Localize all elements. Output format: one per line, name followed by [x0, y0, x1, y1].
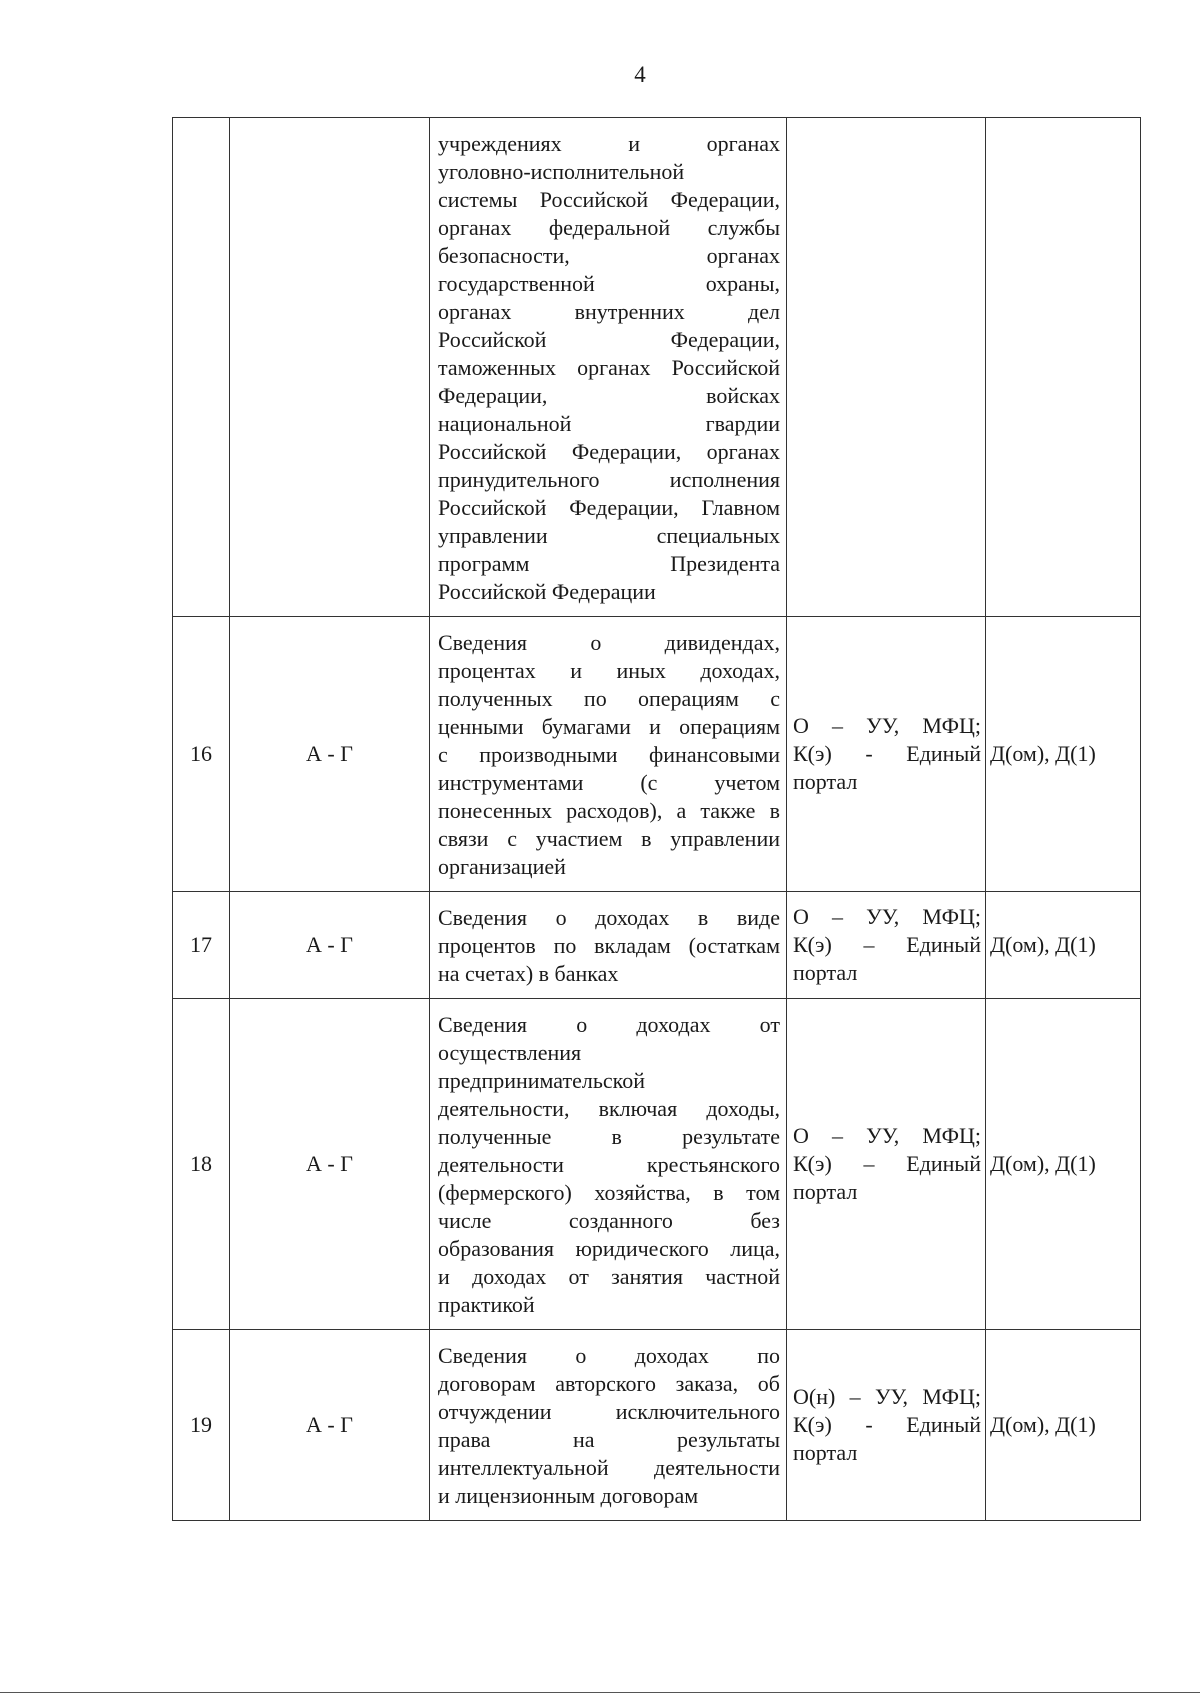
scan-edge-line — [0, 1692, 1200, 1693]
description-line: на счетах) в банках — [438, 961, 619, 986]
table-row — [173, 617, 1141, 892]
submission-method-line: К(э) – Единый — [793, 1151, 981, 1176]
description-cell — [430, 617, 787, 892]
table-row — [173, 118, 1141, 617]
document-form-cell: Д(ом), Д(1) — [986, 999, 1141, 1330]
description-line: договорам авторского заказа, об — [438, 1371, 780, 1396]
submission-method-line: портал — [793, 1179, 858, 1204]
table-row — [173, 892, 1141, 999]
description-line: деятельности, включая доходы, — [438, 1096, 780, 1121]
description-cell — [430, 999, 787, 1330]
description-line: принудительного исполнения — [438, 467, 780, 492]
description-line: полученные в результате — [438, 1124, 780, 1149]
document-form-cell: Д(ом), Д(1) — [986, 892, 1141, 999]
description-line: Сведения о доходах в виде — [438, 905, 780, 930]
category-cell: А - Г — [230, 617, 430, 892]
description-line: национальной гвардии — [438, 411, 780, 436]
description-line: Российской Федерации — [438, 579, 656, 604]
description-line: ценными бумагами и операциям — [438, 714, 780, 739]
description-line: программ Президента — [438, 551, 780, 576]
description-line: с производными финансовыми — [438, 742, 780, 767]
description-line: отчуждении исключительного — [438, 1399, 780, 1424]
row-number: 18 — [173, 999, 230, 1330]
submission-method-line: К(э) – Единый — [793, 932, 981, 957]
description-line: системы Российской Федерации, — [438, 187, 780, 212]
submission-method-cell — [787, 892, 986, 999]
description-line: права на результаты — [438, 1427, 780, 1452]
description-line: органах внутренних дел — [438, 299, 780, 324]
description-line: Российской Федерации, органах — [438, 439, 780, 464]
submission-method-cell — [787, 1330, 986, 1521]
document-table — [172, 117, 1141, 1521]
submission-method-line: портал — [793, 1440, 858, 1465]
description-line: деятельности крестьянского — [438, 1152, 780, 1177]
description-line: уголовно-исполнительной — [438, 159, 685, 184]
row-number — [173, 118, 230, 617]
page-number: 4 — [634, 62, 646, 87]
category-cell — [230, 118, 430, 617]
description-line: интеллектуальной деятельности — [438, 1455, 780, 1480]
row-number: 17 — [173, 892, 230, 999]
description-line: понесенных расходов), а также в — [438, 798, 780, 823]
description-line: практикой — [438, 1292, 535, 1317]
description-line: Российской Федерации, — [438, 327, 780, 352]
category-cell: А - Г — [230, 999, 430, 1330]
description-line: предпринимательской — [438, 1068, 646, 1093]
description-line: учреждениях и органах — [438, 131, 780, 156]
description-line: органах федеральной службы — [438, 215, 780, 240]
description-cell — [430, 892, 787, 999]
submission-method-line: О – УУ, МФЦ; — [793, 1123, 981, 1148]
description-line: Сведения о доходах по — [438, 1343, 780, 1368]
submission-method-cell — [787, 617, 986, 892]
submission-method-cell — [787, 999, 986, 1330]
document-form-cell: Д(ом), Д(1) — [986, 1330, 1141, 1521]
document-form-cell: Д(ом), Д(1) — [986, 617, 1141, 892]
description-line: безопасности, органах — [438, 243, 780, 268]
submission-method-line: К(э) - Единый — [793, 1412, 981, 1437]
description-line: и лицензионным договорам — [438, 1483, 699, 1508]
description-line: Российской Федерации, Главном — [438, 495, 780, 520]
table-row — [173, 999, 1141, 1330]
description-line: процентов по вкладам (остаткам — [438, 933, 780, 958]
description-line: числе созданного без — [438, 1208, 780, 1233]
table-row — [173, 1330, 1141, 1521]
submission-method-line: О(н) – УУ, МФЦ; — [793, 1384, 981, 1409]
document-form-cell — [986, 118, 1141, 617]
category-cell: А - Г — [230, 1330, 430, 1521]
description-line: инструментами (с учетом — [438, 770, 780, 795]
description-line: Сведения о дивидендах, — [438, 630, 780, 655]
description-line: связи с участием в управлении — [438, 826, 780, 851]
description-cell — [430, 1330, 787, 1521]
description-line: (фермерского) хозяйства, в том — [438, 1180, 780, 1205]
description-line: осуществления — [438, 1040, 582, 1065]
description-line: Сведения о доходах от — [438, 1012, 780, 1037]
submission-method-line: портал — [793, 960, 858, 985]
description-cell — [430, 118, 787, 617]
description-line: Федерации, войсках — [438, 383, 780, 408]
description-line: и доходах от занятия частной — [438, 1264, 780, 1289]
submission-method-line: О – УУ, МФЦ; — [793, 904, 981, 929]
description-line: таможенных органах Российской — [438, 355, 780, 380]
description-line: образования юридического лица, — [438, 1236, 780, 1261]
description-line: полученных по операциям с — [438, 686, 780, 711]
submission-method-line: К(э) - Единый — [793, 741, 981, 766]
description-line: организацией — [438, 854, 566, 879]
category-cell: А - Г — [230, 892, 430, 999]
description-line: государственной охраны, — [438, 271, 780, 296]
submission-method-line: О – УУ, МФЦ; — [793, 713, 981, 738]
row-number: 19 — [173, 1330, 230, 1521]
submission-method-cell — [787, 118, 986, 617]
row-number: 16 — [173, 617, 230, 892]
submission-method-line: портал — [793, 769, 858, 794]
description-line: процентах и иных доходах, — [438, 658, 780, 683]
description-line: управлении специальных — [438, 523, 780, 548]
